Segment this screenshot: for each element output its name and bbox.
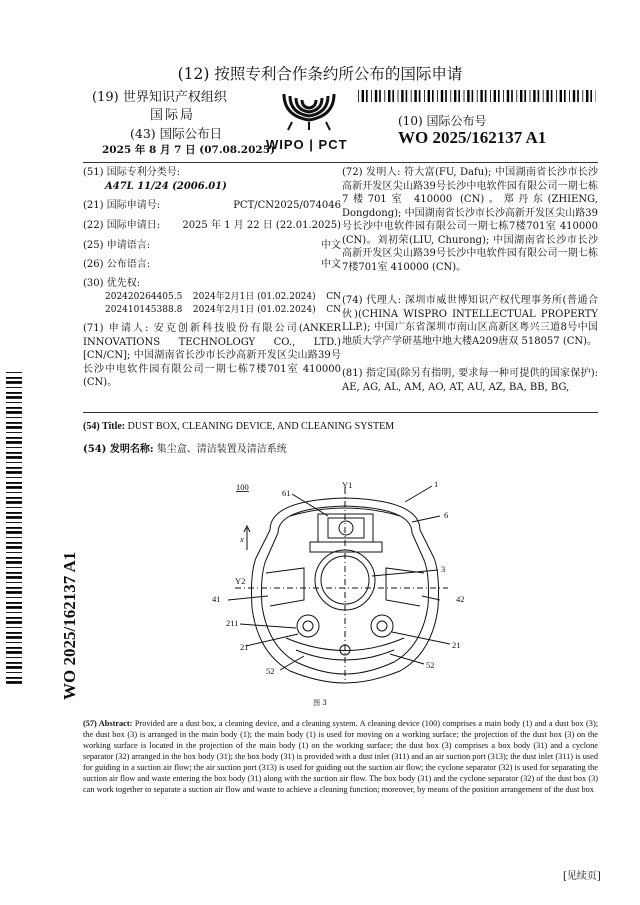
title-zh-text: 集尘盒、清洁装置及清洁系统 bbox=[156, 444, 287, 455]
organization-name: (19) 世界知识产权组织 bbox=[92, 90, 227, 105]
priority-country: CN bbox=[326, 305, 341, 315]
figure-label-211: 211 bbox=[226, 618, 239, 628]
publication-number-label: (10) 国际公布号 bbox=[398, 114, 487, 128]
figure-label-100: 100 bbox=[236, 482, 249, 492]
priority-label: (30) 优先权: bbox=[83, 278, 141, 289]
abstract-label: (57) Abstract: bbox=[83, 719, 133, 728]
figure-label-61: 61 bbox=[282, 488, 291, 498]
title-en-label: (54) Title: bbox=[83, 421, 126, 432]
ipc-label: (51) 国际专利分类号: bbox=[83, 167, 181, 178]
priority-block bbox=[83, 277, 341, 318]
ipc-value: A47L 11/24 (2006.01) bbox=[105, 180, 227, 192]
figure-label-x: x bbox=[240, 534, 244, 544]
filing-date-row bbox=[83, 219, 341, 233]
publication-number-value: WO 2025/162137 A1 bbox=[398, 128, 547, 147]
title-zh-label: (54) 发明名称: bbox=[83, 444, 154, 455]
filing-language-row bbox=[83, 239, 341, 253]
application-number-row bbox=[83, 199, 341, 213]
application-number-label: (21) 国际申请号: bbox=[83, 200, 161, 211]
publication-date-value: 2025 年 8 月 7 日 (07.08.2025) bbox=[102, 144, 275, 156]
applicant-text: 安克创新科技股份有限公司(ANKER INNOVATIONS TECHNOLOGY CO., LTD.) [CN/CN]; 中国湖南省长沙市长沙高新开发区尖山路39号长沙中电软件园有限公司一期七栋7楼701室 410000 (CN)。 bbox=[83, 323, 341, 388]
vertical-barcode bbox=[6, 372, 22, 687]
patent-figure-3 bbox=[200, 478, 490, 696]
filing-date-value: 2025 年 1 月 22 日 (22.01.2025) bbox=[182, 220, 341, 231]
figure-label-21: 21 bbox=[240, 642, 249, 652]
filing-date-label: (22) 国际申请日: bbox=[83, 220, 161, 231]
figure-label-6: 6 bbox=[444, 510, 449, 520]
document-kind-title: (12) 按照专利合作条约所公布的国际申请 bbox=[177, 65, 463, 83]
agent-block bbox=[342, 294, 598, 348]
title-en-text: DUST BOX, CLEANING DEVICE, AND CLEANING SYSTEM bbox=[127, 421, 395, 432]
priority-row bbox=[83, 304, 341, 318]
figure-label-52: 52 bbox=[266, 666, 275, 676]
figure-label-y1: Y1 bbox=[342, 480, 353, 490]
ipc-block bbox=[83, 166, 341, 193]
figure-caption: 图 3 bbox=[313, 699, 327, 707]
priority-number: 202410145388.8 bbox=[105, 305, 183, 315]
priority-number: 202420264405.5 bbox=[105, 291, 183, 302]
priority-date: 2024年2月1日 (01.02.2024) bbox=[192, 305, 316, 315]
abstract-text: Provided are a dust box, a cleaning device, and a cleaning system. A cleaning device (100) comprises a main body (1) and a dust box (3); the dust box (3) is arranged in the main body (1); the main body (1) is used for moving on a working surface; the projection of the dust box (3) on the working surface is located in the projection of the main body (1) on the working surface; the dust box (3) comprises a box body (31) and a cyclone separator (32) arranged in the box body (31); the box body (31) is provided with a dust inlet (311) and an air suction port (313); the dust inlet (311) is used for guiding in a suction air flow; the air suction port (313) is used for guiding out the suction air flow; the cyclone separator (32) is used for separating the suction air flow and waste entering the box body (31) along with the suction air flow. The box body (31) and the cyclone separator (32) of the dust box (3) can work together to separate a suction air flow and waste to achieve a cleaning function; moreover, by means of the position arrangement of the dust box bbox=[83, 719, 599, 794]
publication-language-value: 中文 bbox=[321, 259, 341, 270]
priority-country: CN bbox=[326, 291, 341, 302]
vertical-publication-number: WO 2025/162137 A1 bbox=[60, 551, 79, 700]
inventors-block bbox=[342, 166, 598, 274]
abstract-block bbox=[83, 718, 598, 795]
biblio-rule bbox=[83, 412, 598, 413]
designated-states-label: (81) 指定国(除另有指明, 要求每一种可提供的国家保护): bbox=[342, 368, 598, 379]
figure-label-42: 42 bbox=[456, 594, 465, 604]
figure-label-y2: Y2 bbox=[235, 576, 246, 586]
designated-states-text: AE, AG, AL, AM, AO, AT, AU, AZ, BA, BB, BG, bbox=[342, 381, 570, 393]
inventors-label: (72) 发明人: bbox=[342, 167, 401, 178]
priority-row bbox=[83, 291, 341, 305]
left-brush bbox=[297, 615, 319, 637]
barcode-image bbox=[358, 90, 596, 102]
applicant-block bbox=[83, 322, 341, 390]
continued-on-next-page: [见续页] bbox=[563, 871, 601, 882]
agent-label: (74) 代理人: bbox=[342, 295, 402, 306]
filing-language-label: (25) 申请语言: bbox=[83, 240, 151, 251]
publication-language-row bbox=[83, 258, 341, 272]
applicant-label: (71) 申请人: bbox=[83, 323, 149, 334]
priority-date: 2024年2月1日 (01.02.2024) bbox=[192, 291, 316, 302]
figure-label-21: 21 bbox=[452, 640, 461, 650]
wipo-pct-text: WIPO | PCT bbox=[266, 137, 348, 152]
bureau-name: 国际局 bbox=[150, 108, 196, 123]
inventors-text: 符大富(FU, Dafu); 中国湖南省长沙市长沙高新开发区尖山路39号长沙中电软件园有限公司一期七栋7楼701室 410000 (CN)。郑丹东(ZHIENG, Dongdong); 中国湖南省长沙市长沙高新开发区尖山路39号长沙中电软件园有限公司一期七栋7楼701室 410000 (CN)。刘初荣(LIU, Churong); 中国湖南省长沙市长沙高新开发区尖山路39号长沙中电软件园有限公司一期七栋7楼701室 410000 (CN)。 bbox=[342, 167, 599, 273]
application-number-value: PCT/CN2025/074046 bbox=[233, 200, 341, 211]
designated-states-block bbox=[342, 367, 598, 394]
title-en bbox=[83, 421, 394, 432]
figure-label-41: 41 bbox=[212, 594, 221, 604]
publication-language-label: (26) 公布语言: bbox=[83, 259, 151, 270]
header-rule bbox=[83, 162, 598, 163]
figure-label-1: 1 bbox=[434, 479, 439, 489]
agent-text: 深圳市威世博知识产权代理事务所(普通合伙)(CHINA WISPRO INTELLECTUAL PROPERTY LLP.); 中国广东省深圳市南山区高新区粤兴三道8号中国地质大学产学研基地中地大楼A209唐双 518057 (CN)。 bbox=[342, 295, 599, 347]
figure-label-3: 3 bbox=[441, 564, 446, 574]
title-zh bbox=[83, 440, 287, 455]
publication-date-label: (43) 国际公布日 bbox=[130, 126, 223, 141]
figure-label-52: 52 bbox=[426, 660, 435, 670]
right-brush bbox=[371, 615, 393, 637]
filing-language-value: 中文 bbox=[321, 240, 341, 251]
